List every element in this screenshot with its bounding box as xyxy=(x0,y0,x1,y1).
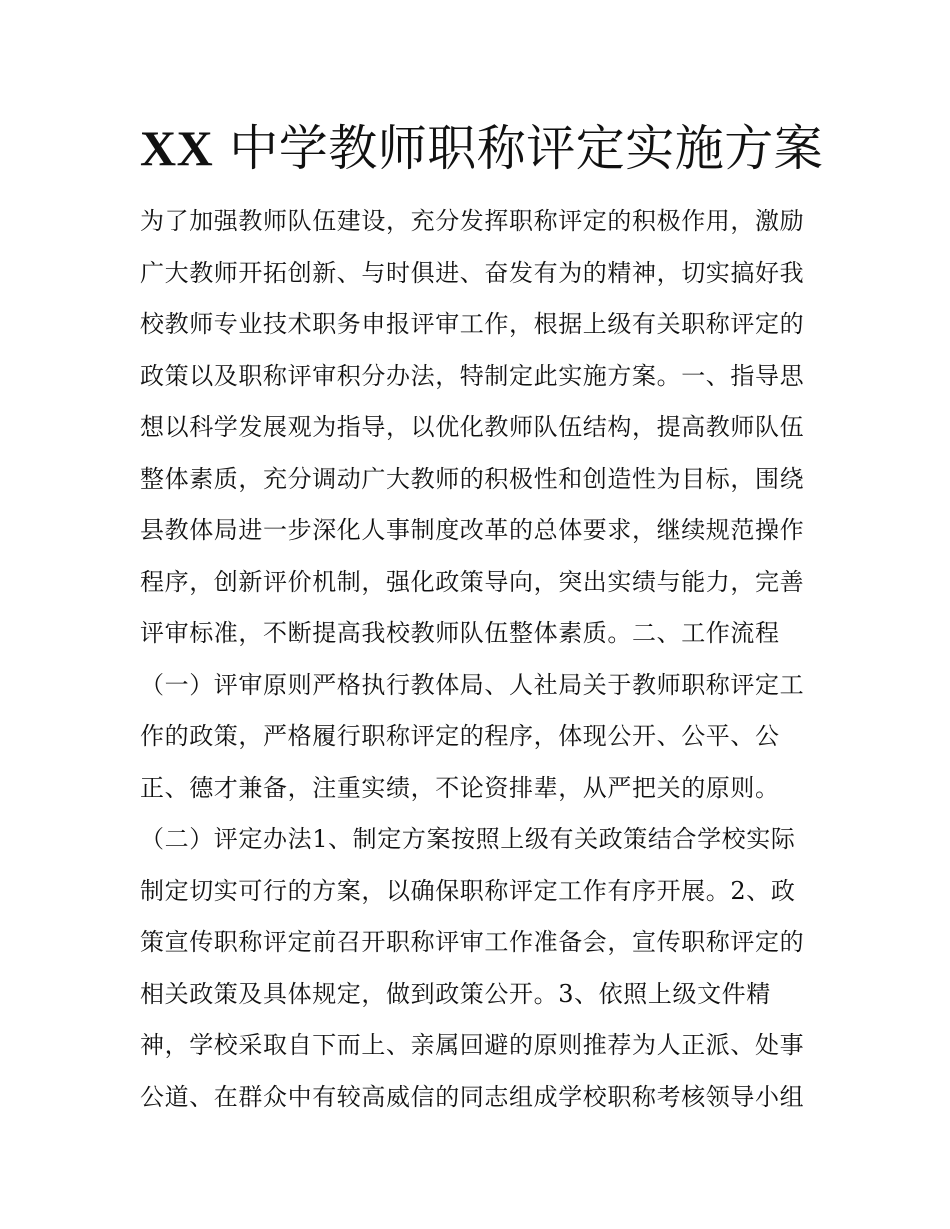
body-line: 为了加强教师队伍建设，充分发挥职称评定的积极作用，激励 xyxy=(140,207,805,235)
body-line: （二）评定办法1、制定方案按照上级有关政策结合学校实际 xyxy=(140,825,796,853)
document-title xyxy=(140,112,824,185)
body-line: 相关政策及具体规定，做到政策公开。3、依照上级文件精 xyxy=(140,979,771,1008)
body-line: 正、德才兼备，注重实绩，不论资排辈，从严把关的原则。 xyxy=(140,773,780,802)
body-line: 想以科学发展观为指导，以优化教师队伍结构，提高教师队伍 xyxy=(140,413,805,441)
body-line: 策宣传职称评定前召开职称评审工作准备会，宣传职称评定的 xyxy=(140,928,805,956)
body-line: 评审标准，不断提高我校教师队伍整体素质。二、工作流程 xyxy=(140,619,780,647)
document-body xyxy=(140,196,830,1123)
body-line: 广大教师开拓创新、与时俱进、奋发有为的精神，切实搞好我 xyxy=(140,258,805,287)
title-prefix: XX xyxy=(140,120,214,176)
body-line: 整体素质，充分调动广大教师的积极性和创造性为目标，围绕 xyxy=(140,464,805,493)
body-line: 作的政策，严格履行职称评定的程序，体现公开、公平、公 xyxy=(140,722,780,750)
body-line: 县教体局进一步深化人事制度改革的总体要求，继续规范操作 xyxy=(140,516,805,544)
body-line: 程序，创新评价机制，强化政策导向，突出实绩与能力，完善 xyxy=(140,567,805,596)
body-line: 政策以及职称评审积分办法，特制定此实施方案。一、指导思 xyxy=(140,361,805,390)
body-line: 公道、在群众中有较高威信的同志组成学校职称考核领导小组 xyxy=(140,1082,805,1111)
body-line: 神，学校采取自下而上、亲属回避的原则推荐为人正派、处事 xyxy=(140,1031,805,1059)
title-main: 中学教师职称评定实施方案 xyxy=(229,120,824,177)
body-line: 校教师专业技术职务申报评审工作，根据上级有关职称评定的 xyxy=(140,310,805,338)
body-line: （一）评审原则严格执行教体局、人社局关于教师职称评定工 xyxy=(140,670,805,699)
body-line: 制定切实可行的方案，以确保职称评定工作有序开展。2、政 xyxy=(140,876,796,905)
